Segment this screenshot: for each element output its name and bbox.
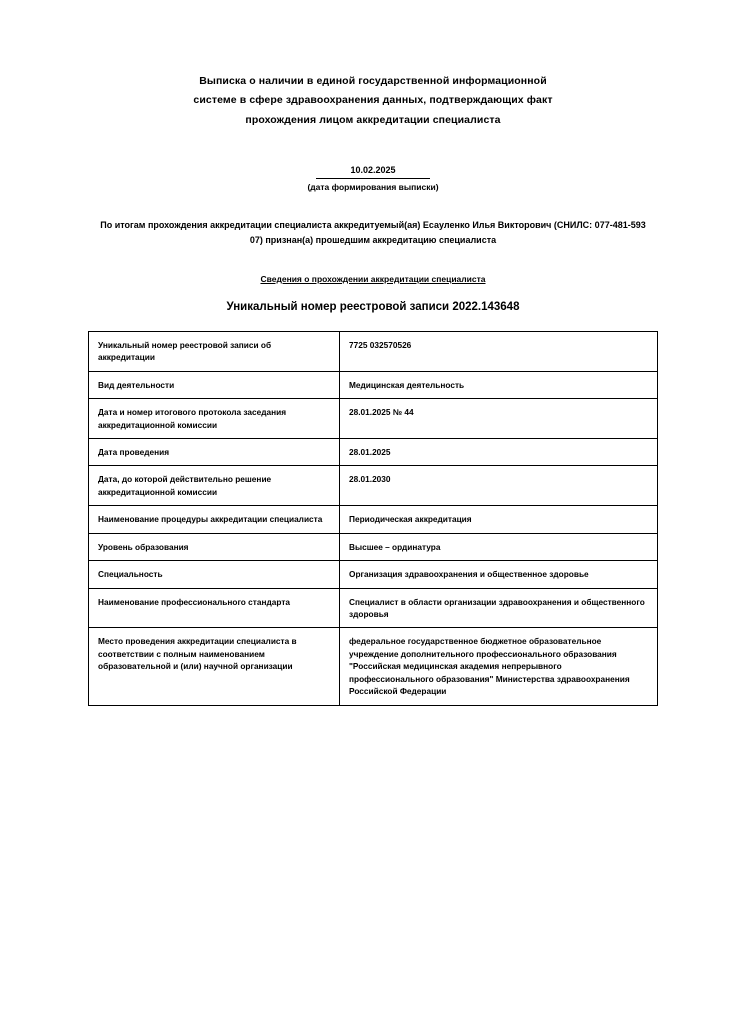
registry-record-number: Уникальный номер реестровой записи 2022.143648	[226, 300, 520, 313]
table-row	[89, 399, 658, 439]
row-label: Дата, до которой действительно решение аккредитационной комиссии	[89, 466, 340, 506]
row-label: Уникальный номер реестровой записи об аккредитации	[89, 331, 340, 371]
row-value: Высшее – ординатура	[340, 533, 658, 560]
section-heading: Сведения о прохождении аккредитации специалиста	[260, 273, 486, 284]
table-row	[89, 466, 658, 506]
table-row	[89, 506, 658, 533]
row-value: Медицинская деятельность	[340, 371, 658, 398]
row-value: федеральное государственное бюджетное образовательное учреждение дополнительного профессионального образования "Российская медицинская академия непрерывного профессионального образования" Министерства здравоохранения Российской Федерации	[340, 628, 658, 705]
row-value: Организация здравоохранения и общественное здоровье	[340, 561, 658, 588]
intro-paragraph: По итогам прохождения аккредитации специалиста аккредитуемый(ая) Есауленко Илья Викторович (СНИЛС: 077-481-593 07) признан(а) прошедшим аккредитацию специалиста	[100, 220, 646, 245]
page-title-line-2: системе в сфере здравоохранения данных, подтверждающих факт	[193, 94, 553, 107]
table-row	[89, 588, 658, 628]
table-row	[89, 331, 658, 371]
row-label: Дата проведения	[89, 438, 340, 465]
row-label: Специальность	[89, 561, 340, 588]
table-row	[89, 533, 658, 560]
row-label: Уровень образования	[89, 533, 340, 560]
table-row	[89, 438, 658, 465]
issue-date-value: 10.02.2025	[316, 165, 429, 179]
page-title-line-3: прохождения лицом аккредитации специалиста	[245, 113, 501, 126]
row-value: Специалист в области организации здравоохранения и общественного здоровья	[340, 588, 658, 628]
row-value: 28.01.2025 № 44	[340, 399, 658, 439]
row-value: 28.01.2025	[340, 438, 658, 465]
row-label: Вид деятельности	[89, 371, 340, 398]
row-value: 7725 032570526	[340, 331, 658, 371]
accreditation-details-table	[88, 331, 658, 706]
row-label: Место проведения аккредитации специалиста в соответствии с полным наименованием образовательной и (или) научной организации	[89, 628, 340, 705]
table-row	[89, 628, 658, 705]
row-value: Периодическая аккредитация	[340, 506, 658, 533]
row-label: Наименование процедуры аккредитации специалиста	[89, 506, 340, 533]
table-row	[89, 561, 658, 588]
row-value: 28.01.2030	[340, 466, 658, 506]
table-row	[89, 371, 658, 398]
row-label: Дата и номер итогового протокола заседания аккредитационной комиссии	[89, 399, 340, 439]
issue-date-caption: (дата формирования выписки)	[307, 182, 439, 193]
page-title-line-1: Выписка о наличии в единой государственной информационной	[199, 75, 547, 87]
page-title	[158, 72, 588, 130]
row-label: Наименование профессионального стандарта	[89, 588, 340, 628]
issue-date-block	[88, 160, 658, 192]
